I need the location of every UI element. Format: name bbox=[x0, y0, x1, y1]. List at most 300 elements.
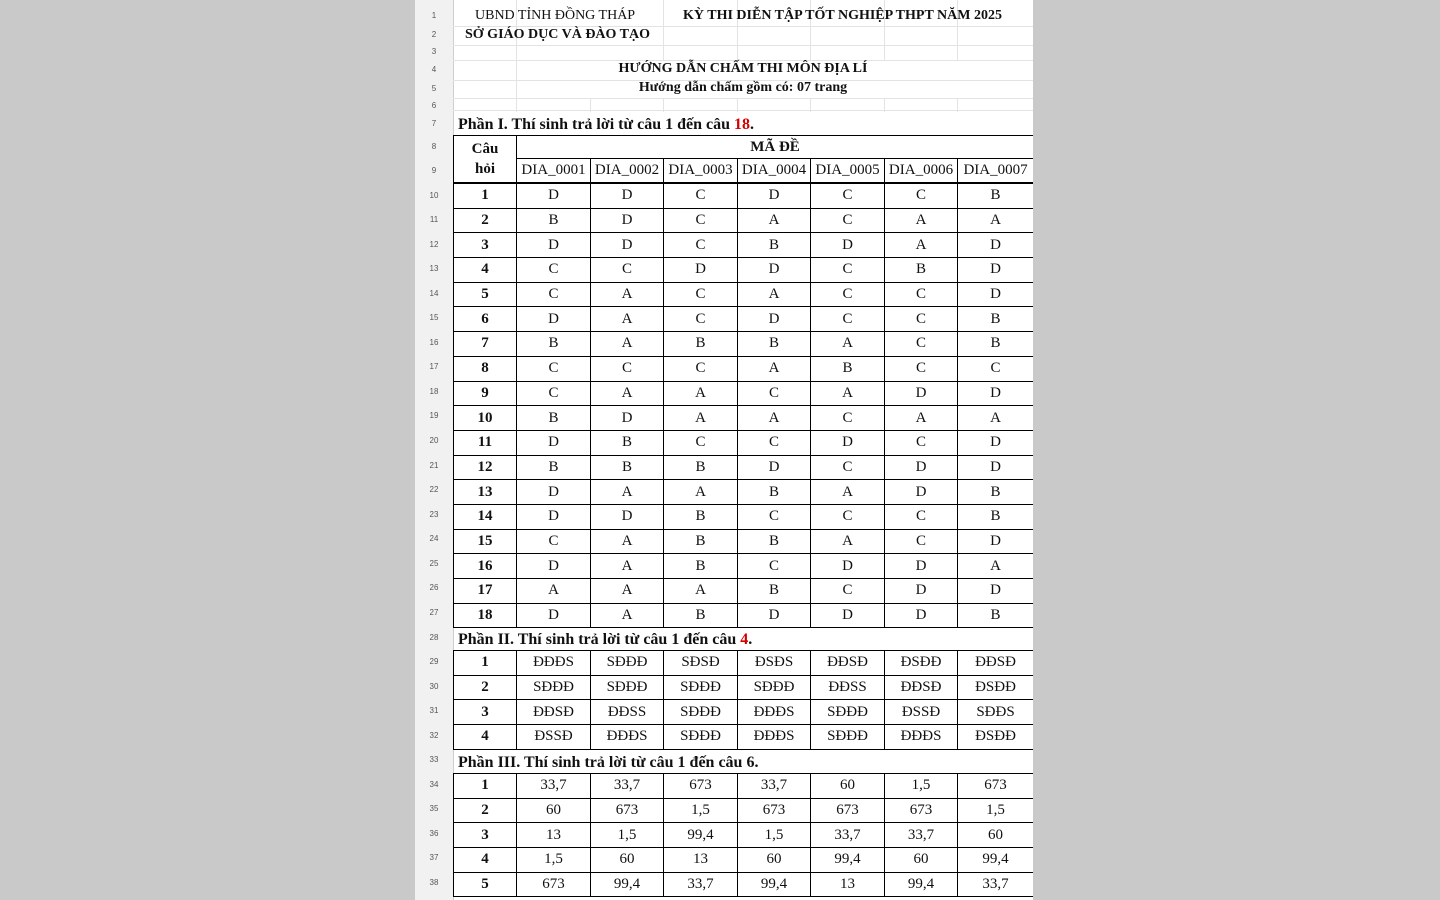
row-number: 35 bbox=[429, 804, 439, 813]
table-row bbox=[454, 603, 1034, 628]
answer-cell: B bbox=[664, 332, 738, 357]
answer-cell: C bbox=[664, 282, 738, 307]
answer-cell: C bbox=[811, 579, 885, 604]
ma-de-code-text: DIA_0001 bbox=[521, 162, 586, 178]
answer-cell: C bbox=[811, 184, 885, 209]
answer-cell: C bbox=[811, 406, 885, 431]
answer-cell: A bbox=[664, 480, 738, 505]
gridline bbox=[453, 110, 1033, 111]
answer-cell: A bbox=[738, 406, 811, 431]
answer-cell: B bbox=[738, 480, 811, 505]
row-number: 11 bbox=[429, 215, 439, 224]
answer-cell: A bbox=[591, 381, 664, 406]
answer-cell: ĐĐSS bbox=[591, 700, 664, 725]
answer-cell: SĐĐĐ bbox=[811, 725, 885, 750]
answer-cell: C bbox=[811, 258, 885, 283]
answer-cell: B bbox=[738, 529, 811, 554]
table-row bbox=[454, 848, 1034, 873]
gridline bbox=[957, 98, 958, 112]
question-number: 13 bbox=[454, 480, 517, 505]
answer-cell: C bbox=[517, 258, 591, 283]
row-number: 2 bbox=[431, 30, 437, 39]
question-number: 4 bbox=[454, 725, 517, 750]
gridline bbox=[516, 98, 517, 112]
answer-cell: C bbox=[811, 455, 885, 480]
answer-cell: 60 bbox=[517, 798, 591, 823]
answer-cell: C bbox=[664, 208, 738, 233]
answer-cell: A bbox=[591, 307, 664, 332]
answer-cell: B bbox=[738, 579, 811, 604]
answer-cell: A bbox=[591, 332, 664, 357]
answer-cell: ĐĐĐS bbox=[738, 700, 811, 725]
answer-cell: A bbox=[958, 554, 1034, 579]
gridline bbox=[663, 0, 664, 60]
answer-cell: A bbox=[811, 332, 885, 357]
answer-cell: A bbox=[517, 579, 591, 604]
answer-cell: C bbox=[738, 504, 811, 529]
answer-cell: C bbox=[811, 208, 885, 233]
part1-title-number: 18 bbox=[734, 116, 750, 133]
answer-cell: 1,5 bbox=[517, 848, 591, 873]
answer-cell: C bbox=[885, 356, 958, 381]
row-number: 8 bbox=[431, 142, 437, 151]
gridline bbox=[453, 98, 1033, 99]
answer-cell: 33,7 bbox=[738, 774, 811, 799]
answer-cell: 13 bbox=[517, 823, 591, 848]
part2-answer-table bbox=[453, 650, 1033, 750]
answer-cell: D bbox=[885, 381, 958, 406]
answer-cell: 99,4 bbox=[664, 823, 738, 848]
answer-cell: A bbox=[664, 381, 738, 406]
answer-cell: D bbox=[738, 455, 811, 480]
answer-cell: 13 bbox=[664, 848, 738, 873]
answer-cell: SĐĐĐ bbox=[664, 725, 738, 750]
answer-cell: ĐĐĐS bbox=[517, 651, 591, 676]
answer-cell: 1,5 bbox=[664, 798, 738, 823]
answer-cell: B bbox=[958, 480, 1034, 505]
row-number: 18 bbox=[429, 387, 439, 396]
question-number: 5 bbox=[454, 282, 517, 307]
row-number: 5 bbox=[431, 84, 437, 93]
answer-cell: D bbox=[517, 480, 591, 505]
answer-cell: 1,5 bbox=[885, 774, 958, 799]
answer-cell: D bbox=[885, 480, 958, 505]
table-row bbox=[454, 504, 1034, 529]
answer-cell: D bbox=[591, 184, 664, 209]
answer-cell: 99,4 bbox=[958, 848, 1034, 873]
answer-cell: A bbox=[664, 579, 738, 604]
table-row bbox=[454, 675, 1034, 700]
answer-cell: B bbox=[958, 504, 1034, 529]
question-number: 17 bbox=[454, 579, 517, 604]
gridline bbox=[737, 98, 738, 112]
row-number: 21 bbox=[429, 461, 439, 470]
ma-de-header: MÃ ĐỀ bbox=[517, 136, 1034, 159]
question-number: 1 bbox=[454, 774, 517, 799]
answer-cell: D bbox=[958, 455, 1034, 480]
row-number: 25 bbox=[429, 559, 439, 568]
answer-cell: D bbox=[811, 430, 885, 455]
question-number: 2 bbox=[454, 208, 517, 233]
question-number: 3 bbox=[454, 823, 517, 848]
answer-cell: SĐĐĐ bbox=[591, 651, 664, 676]
answer-cell: D bbox=[738, 184, 811, 209]
answer-cell: D bbox=[517, 233, 591, 258]
row-number: 15 bbox=[429, 313, 439, 322]
table-row bbox=[454, 651, 1034, 676]
answer-cell: A bbox=[591, 579, 664, 604]
row-number: 14 bbox=[429, 289, 439, 298]
row-number: 17 bbox=[429, 362, 439, 371]
answer-cell: D bbox=[958, 282, 1034, 307]
question-number: 6 bbox=[454, 307, 517, 332]
question-number: 11 bbox=[454, 430, 517, 455]
question-number: 1 bbox=[454, 184, 517, 209]
answer-cell: A bbox=[591, 480, 664, 505]
table-row bbox=[454, 233, 1034, 258]
row-number: 4 bbox=[431, 65, 437, 74]
answer-cell: D bbox=[517, 603, 591, 628]
answer-cell: D bbox=[517, 554, 591, 579]
question-number: 5 bbox=[454, 872, 517, 897]
ma-de-code bbox=[664, 159, 738, 183]
answer-cell: SĐĐĐ bbox=[664, 675, 738, 700]
answer-cell: SĐĐĐ bbox=[811, 700, 885, 725]
answer-cell: C bbox=[885, 504, 958, 529]
answer-cell: C bbox=[591, 258, 664, 283]
answer-cell: B bbox=[517, 455, 591, 480]
answer-cell: D bbox=[517, 307, 591, 332]
answer-cell: D bbox=[517, 504, 591, 529]
answer-cell: 33,7 bbox=[958, 872, 1034, 897]
answer-cell: C bbox=[811, 282, 885, 307]
part2-title-text: Phần II. Thí sinh trả lời từ câu 1 đến câu bbox=[458, 631, 741, 648]
answer-cell: C bbox=[811, 504, 885, 529]
cau-hoi-header bbox=[454, 136, 517, 183]
answer-cell: 60 bbox=[811, 774, 885, 799]
exam-title: KỲ THI DIỄN TẬP TỐT NGHIỆP THPT NĂM 2025 bbox=[683, 8, 1002, 23]
answer-cell: C bbox=[664, 233, 738, 258]
answer-cell: ĐĐSĐ bbox=[811, 651, 885, 676]
answer-cell: A bbox=[591, 603, 664, 628]
question-number: 14 bbox=[454, 504, 517, 529]
answer-cell: 33,7 bbox=[885, 823, 958, 848]
question-number: 7 bbox=[454, 332, 517, 357]
gridline bbox=[663, 98, 664, 112]
answer-cell: 673 bbox=[885, 798, 958, 823]
cau-hoi-label: Câu hỏi bbox=[471, 141, 499, 177]
answer-cell: A bbox=[591, 554, 664, 579]
answer-cell: ĐSSĐ bbox=[517, 725, 591, 750]
row-number: 10 bbox=[429, 191, 439, 200]
answer-cell: C bbox=[738, 430, 811, 455]
answer-cell: A bbox=[958, 406, 1034, 431]
answer-cell: A bbox=[591, 529, 664, 554]
answer-cell: D bbox=[664, 258, 738, 283]
question-number: 4 bbox=[454, 258, 517, 283]
table-row bbox=[454, 774, 1034, 799]
answer-cell: C bbox=[517, 356, 591, 381]
row-number: 3 bbox=[431, 47, 437, 56]
answer-cell: B bbox=[958, 603, 1034, 628]
org-line-2: SỞ GIÁO DỤC VÀ ĐÀO TẠO bbox=[465, 27, 651, 42]
answer-cell: 99,4 bbox=[591, 872, 664, 897]
answer-cell: D bbox=[591, 233, 664, 258]
row-number: 31 bbox=[429, 706, 439, 715]
row-number: 33 bbox=[429, 755, 439, 764]
answer-cell: D bbox=[958, 381, 1034, 406]
part2-title-number: 4 bbox=[740, 631, 749, 648]
answer-cell: 1,5 bbox=[591, 823, 664, 848]
answer-cell: 1,5 bbox=[958, 798, 1034, 823]
answer-cell: ĐSĐĐ bbox=[885, 651, 958, 676]
table-row bbox=[454, 554, 1034, 579]
row-number: 34 bbox=[429, 780, 439, 789]
row-number: 30 bbox=[429, 682, 439, 691]
ma-de-code-text: DIA_0002 bbox=[594, 162, 660, 178]
answer-cell: ĐĐĐS bbox=[591, 725, 664, 750]
answer-cell: C bbox=[517, 282, 591, 307]
answer-cell: A bbox=[738, 356, 811, 381]
answer-cell: D bbox=[958, 529, 1034, 554]
answer-cell: B bbox=[664, 554, 738, 579]
answer-cell: B bbox=[517, 208, 591, 233]
answer-cell: A bbox=[811, 480, 885, 505]
row-number: 38 bbox=[429, 878, 439, 887]
question-number: 10 bbox=[454, 406, 517, 431]
answer-cell: D bbox=[811, 233, 885, 258]
answer-cell: B bbox=[811, 356, 885, 381]
answer-cell: D bbox=[958, 233, 1034, 258]
ma-de-code bbox=[885, 159, 958, 183]
question-number: 18 bbox=[454, 603, 517, 628]
answer-cell: D bbox=[958, 430, 1034, 455]
question-number: 16 bbox=[454, 554, 517, 579]
row-number: 24 bbox=[429, 534, 439, 543]
answer-cell: 99,4 bbox=[738, 872, 811, 897]
table-row bbox=[454, 529, 1034, 554]
answer-cell: A bbox=[811, 381, 885, 406]
table-row bbox=[454, 798, 1034, 823]
gridline bbox=[590, 98, 591, 112]
answer-cell: C bbox=[664, 307, 738, 332]
table-row bbox=[454, 480, 1034, 505]
answer-cell: B bbox=[958, 307, 1034, 332]
ma-de-code-text: DIA_0005 bbox=[815, 162, 880, 178]
row-number: 29 bbox=[429, 657, 439, 666]
question-number: 15 bbox=[454, 529, 517, 554]
answer-cell: 673 bbox=[958, 774, 1034, 799]
answer-cell: D bbox=[958, 258, 1034, 283]
table-row bbox=[454, 872, 1034, 897]
doc-subtitle: Hướng dẫn chấm gồm có: 07 trang bbox=[638, 80, 848, 95]
row-number: 16 bbox=[429, 338, 439, 347]
answer-cell: ĐĐSĐ bbox=[517, 700, 591, 725]
answer-cell: ĐĐSĐ bbox=[958, 651, 1034, 676]
answer-cell: C bbox=[738, 381, 811, 406]
ma-de-code bbox=[958, 159, 1034, 183]
answer-cell: SĐĐĐ bbox=[664, 700, 738, 725]
answer-cell: C bbox=[811, 307, 885, 332]
question-number: 1 bbox=[454, 651, 517, 676]
answer-cell: C bbox=[517, 529, 591, 554]
row-number: 1 bbox=[431, 11, 437, 20]
table-row bbox=[454, 700, 1034, 725]
answer-cell: 1,5 bbox=[738, 823, 811, 848]
answer-cell: SĐĐĐ bbox=[738, 675, 811, 700]
answer-cell: 673 bbox=[738, 798, 811, 823]
answer-cell: C bbox=[885, 529, 958, 554]
answer-cell: D bbox=[885, 554, 958, 579]
answer-cell: 33,7 bbox=[811, 823, 885, 848]
answer-cell: D bbox=[738, 258, 811, 283]
answer-cell: B bbox=[885, 258, 958, 283]
answer-cell: D bbox=[591, 208, 664, 233]
ma-de-code-text: DIA_0006 bbox=[888, 162, 954, 178]
row-number: 26 bbox=[429, 583, 439, 592]
ma-de-code-text: DIA_0007 bbox=[963, 162, 1028, 178]
answer-cell: ĐSĐĐ bbox=[958, 675, 1034, 700]
part3-answer-table bbox=[453, 773, 1033, 897]
answer-cell: 99,4 bbox=[885, 872, 958, 897]
question-number: 3 bbox=[454, 700, 517, 725]
answer-cell: ĐSĐS bbox=[738, 651, 811, 676]
row-number: 20 bbox=[429, 436, 439, 445]
answer-cell: ĐSĐĐ bbox=[958, 725, 1034, 750]
row-number: 22 bbox=[429, 485, 439, 494]
answer-cell: B bbox=[738, 233, 811, 258]
row-number: 19 bbox=[429, 411, 439, 420]
answer-cell: SĐĐĐ bbox=[517, 675, 591, 700]
row-number: 37 bbox=[429, 853, 439, 862]
table-row bbox=[454, 725, 1034, 750]
ma-de-code bbox=[811, 159, 885, 183]
answer-cell: 99,4 bbox=[811, 848, 885, 873]
row-number: 23 bbox=[429, 510, 439, 519]
answer-cell: B bbox=[591, 430, 664, 455]
ma-de-code bbox=[738, 159, 811, 183]
answer-cell: A bbox=[811, 529, 885, 554]
part1-title bbox=[458, 116, 754, 134]
answer-cell: C bbox=[664, 356, 738, 381]
answer-cell: 673 bbox=[517, 872, 591, 897]
table-row bbox=[454, 430, 1034, 455]
part3-title: Phần III. Thí sinh trả lời từ câu 1 đến câu 6. bbox=[458, 754, 759, 771]
answer-cell: C bbox=[738, 554, 811, 579]
answer-cell: C bbox=[958, 356, 1034, 381]
answer-cell: C bbox=[664, 430, 738, 455]
ma-de-code-text: DIA_0004 bbox=[741, 162, 807, 178]
row-number: 27 bbox=[429, 608, 439, 617]
table-row bbox=[454, 455, 1034, 480]
answer-cell: B bbox=[738, 332, 811, 357]
answer-cell: ĐĐĐS bbox=[885, 725, 958, 750]
table-row bbox=[454, 823, 1034, 848]
answer-cell: B bbox=[591, 455, 664, 480]
row-number: 6 bbox=[431, 101, 437, 110]
part1-header-table bbox=[453, 135, 1033, 183]
answer-cell: D bbox=[811, 603, 885, 628]
doc-title: HƯỚNG DẪN CHẤM THI MÔN ĐỊA LÍ bbox=[618, 61, 868, 76]
answer-cell: B bbox=[664, 504, 738, 529]
answer-cell: D bbox=[591, 504, 664, 529]
gridline bbox=[810, 98, 811, 112]
question-number: 2 bbox=[454, 798, 517, 823]
gridline bbox=[453, 45, 1033, 46]
answer-cell: B bbox=[517, 332, 591, 357]
ma-de-code-text: DIA_0003 bbox=[668, 162, 733, 178]
question-number: 2 bbox=[454, 675, 517, 700]
answer-cell: 60 bbox=[738, 848, 811, 873]
table-row bbox=[454, 381, 1034, 406]
answer-cell: 673 bbox=[811, 798, 885, 823]
ma-de-code bbox=[517, 159, 591, 183]
part1-answer-table bbox=[453, 183, 1033, 628]
answer-cell: B bbox=[664, 529, 738, 554]
table-row bbox=[454, 307, 1034, 332]
question-number: 3 bbox=[454, 233, 517, 258]
answer-cell: B bbox=[958, 332, 1034, 357]
answer-cell: ĐĐĐS bbox=[738, 725, 811, 750]
row-number: 7 bbox=[431, 119, 437, 128]
answer-cell: B bbox=[664, 455, 738, 480]
answer-cell: D bbox=[811, 554, 885, 579]
part2-title bbox=[458, 631, 752, 649]
answer-cell: C bbox=[885, 282, 958, 307]
row-number: 32 bbox=[429, 731, 439, 740]
answer-cell: ĐSSĐ bbox=[885, 700, 958, 725]
answer-cell: D bbox=[591, 406, 664, 431]
answer-cell: D bbox=[738, 603, 811, 628]
table-row bbox=[454, 208, 1034, 233]
answer-cell: 673 bbox=[591, 798, 664, 823]
answer-cell: ĐĐSS bbox=[811, 675, 885, 700]
answer-cell: C bbox=[885, 332, 958, 357]
answer-cell: 13 bbox=[811, 872, 885, 897]
gridline bbox=[884, 98, 885, 112]
answer-cell: C bbox=[591, 356, 664, 381]
answer-cell: D bbox=[885, 603, 958, 628]
table-row bbox=[454, 258, 1034, 283]
row-number: 9 bbox=[431, 166, 437, 175]
table-row bbox=[454, 356, 1034, 381]
org-line-1: UBND TỈNH ĐỒNG THÁP bbox=[475, 8, 636, 23]
answer-cell: C bbox=[517, 381, 591, 406]
table-row bbox=[454, 406, 1034, 431]
answer-cell: SĐĐĐ bbox=[591, 675, 664, 700]
answer-cell: 33,7 bbox=[517, 774, 591, 799]
answer-cell: D bbox=[885, 455, 958, 480]
row-number-gutter bbox=[415, 0, 454, 900]
answer-cell: 60 bbox=[885, 848, 958, 873]
answer-cell: D bbox=[958, 579, 1034, 604]
answer-cell: A bbox=[885, 208, 958, 233]
table-row bbox=[454, 282, 1034, 307]
part1-title-text: Phần I. Thí sinh trả lời từ câu 1 đến câu bbox=[458, 116, 734, 133]
question-number: 9 bbox=[454, 381, 517, 406]
answer-cell: 33,7 bbox=[591, 774, 664, 799]
row-number: 28 bbox=[429, 633, 439, 642]
answer-cell: SĐSĐ bbox=[664, 651, 738, 676]
answer-cell: 33,7 bbox=[664, 872, 738, 897]
answer-cell: A bbox=[591, 282, 664, 307]
answer-cell: C bbox=[885, 184, 958, 209]
question-number: 4 bbox=[454, 848, 517, 873]
answer-cell: 60 bbox=[958, 823, 1034, 848]
answer-cell: B bbox=[664, 603, 738, 628]
answer-cell: D bbox=[517, 184, 591, 209]
part1-title-suffix: . bbox=[750, 116, 754, 133]
